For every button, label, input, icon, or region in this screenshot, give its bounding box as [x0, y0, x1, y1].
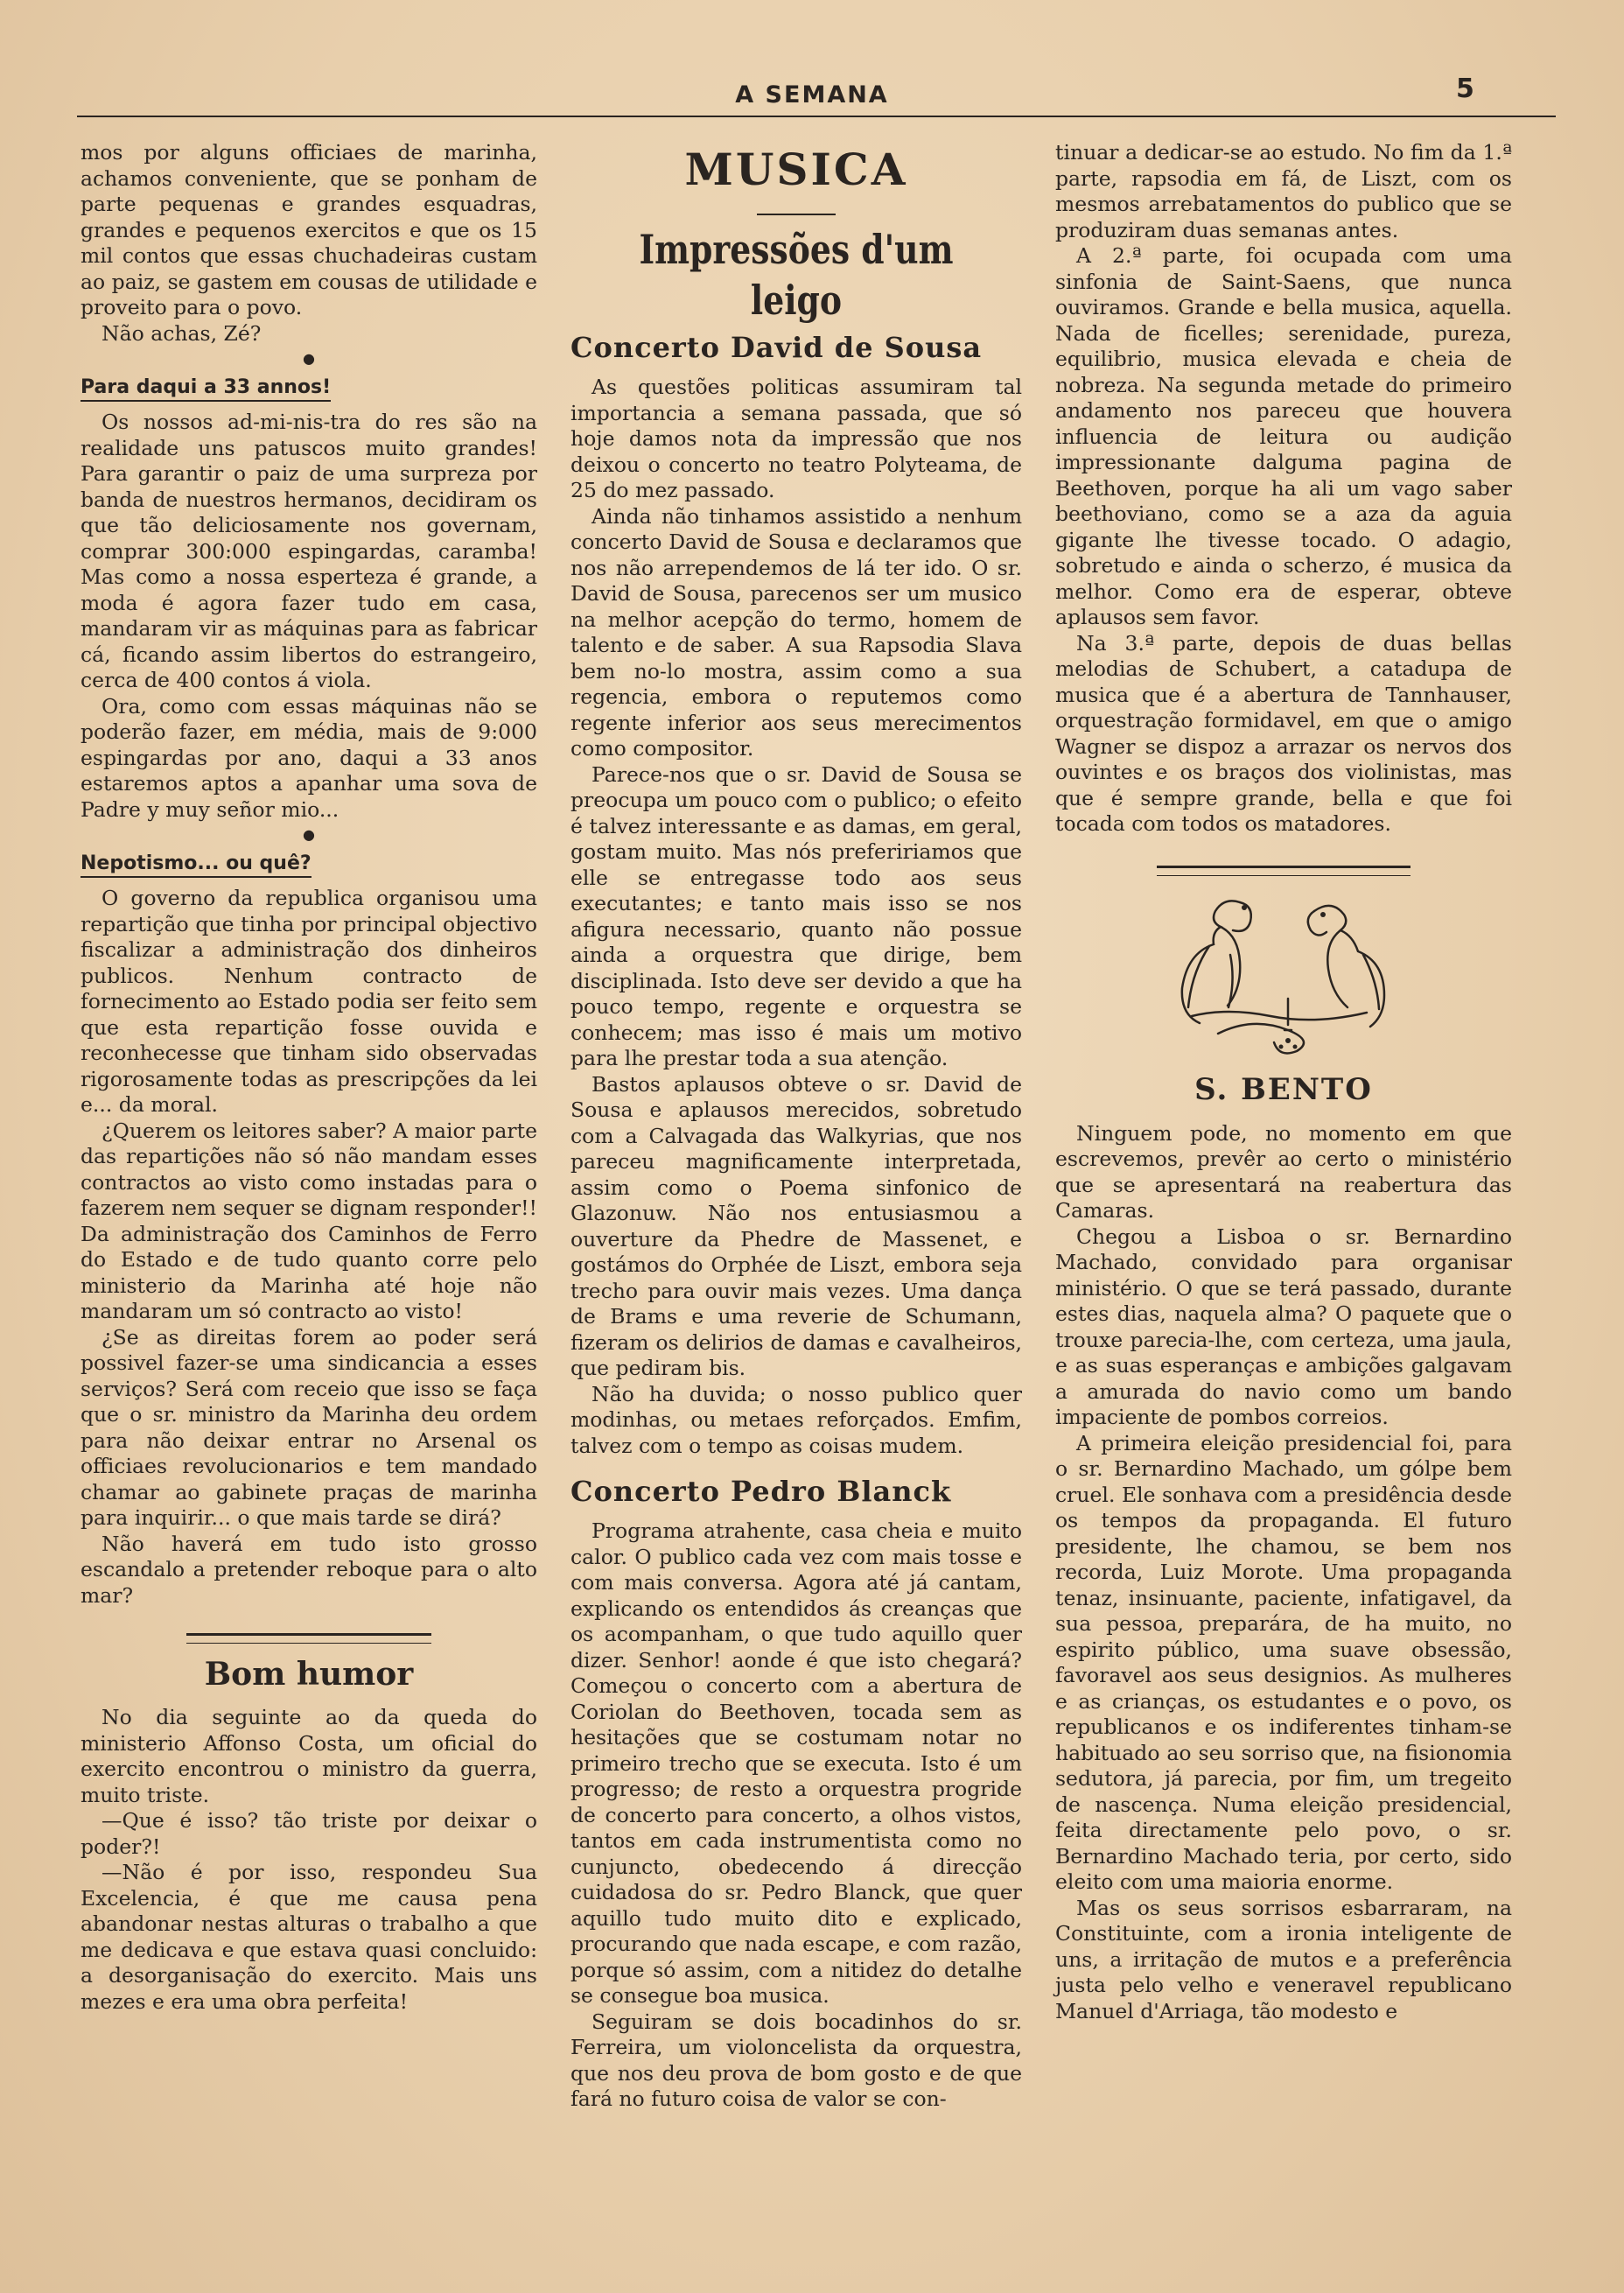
paragraph: Não achas, Zé?	[102, 320, 262, 346]
article-title: Impressões d'um leigo	[639, 226, 954, 324]
paragraph: Bastos aplausos obteve o sr. David de Sousa e aplausos merecidos, sobretudo com a Calvagada das Walkyrias, que nos pareceu magnificamente interpretada, assim como o Poema sinfonico de Glazonuw. Não nos entusiasmou a ouverture da Phedre de Massenet, e gostámos do Orphée de Liszt, embora seja trecho para ouvir mais vezes. Uma dança de Brams e uma reverie de Schumann, fizeram os delirios de damas e cavalheiros, que pediram bis.	[570, 1071, 1022, 1380]
paragraph: Na 3.ª parte, depois de duas bellas melodias de Schubert, a catadupa de musica que é a abertura de Tannhauser, orquestração formidavel, em que o amigo Wagner se dispoz a arrazar os nervos dos ouvintes e os braços dos violinistas, mas que é sempre grande, bella e que foi tocada com todos os matadores.	[1055, 630, 1512, 836]
section-title: MUSICA	[684, 144, 908, 195]
paragraph: Os nossos ad-mi-nis-tra do res são na realidade uns patuscos muito grandes! Para garantir o paiz de uma surpreza por banda de nuestros hermanos, decidiram os que tão deliciosamente nos governam, comprar 300:000 espingardas, caramba! Mas como a nossa esperteza é grande, a moda é agora fazer tudo em casa, mandaram vir as máquinas para as fabricar cá, ficando assim libertos do estrangeiro, cerca de 400 contos á viola.	[80, 410, 537, 692]
paragraph: ¿Se as direitas forem ao poder será possivel fazer-se uma sindicancia a esses serviços? Será com receio que isso se faça que o sr. ministro da Marinha deu ordem para não deixar entrar no Arsenal os officiaes revolucionarios e tem mandado chamar ao gabinete praças de marinha para inquirir... o que mais tarde se dirá?	[80, 1324, 537, 1530]
heading-text: Nepotismo... ou quê?	[80, 852, 312, 878]
paragraph: mos por alguns officiaes de marinha, achamos conveniente, que se ponham de parte pequenas e grandes esquadras, grandes e pequenos exercitos e que os 15 mil contos que essas chuchadeiras custam ao paiz, se gastem em cousas de utilidade e proveito para o povo.	[80, 140, 537, 319]
heading-text: Para daqui a 33 annos!	[80, 376, 331, 402]
short-rule	[757, 214, 836, 215]
paragraph: Programa atrahente, casa cheia e muito calor. O publico cada vez com mais tosse e com mais conversa. Agora até já cantam, explicando os entendidos ás creanças que os acompanham, o que tudo aquillo quer dizer. Senhor! aonde é que isto chegará? Começou o concerto com a abertura de Coriolan do Beethoven, tocada sem as hesitações que se costumam notar no primeiro trecho que se executa. Isto é um progresso; de resto a orquestra progride de concerto para concerto, a olhos vistos, tantos em cada instrumentista como no cunjuncto, obedecendo á direcção cuidadosa do sr. Pedro Blanck, que quer aquillo tudo muito dito e explicado, procurando que nada escape, e com razão, porque só assim, com a nitidez do detalhe se consegue boa musica.	[570, 1518, 1022, 2008]
concert-heading: Concerto Pedro Blanck	[570, 1475, 952, 1508]
paragraph: —Que é isso? tão triste por deixar o poder?!	[80, 1808, 537, 1859]
paragraph: Não haverá em tudo isto grosso escandalo a pretender reboque para o alto mar?	[80, 1531, 537, 1608]
header-rule	[77, 116, 1556, 117]
concert-heading: Concerto David de Sousa	[570, 331, 983, 364]
paragraph: A primeira eleição presidencial foi, para o sr. Bernardino Machado, um gólpe bem cruel. Ele sonhava com a presidência desde os tempos da propaganda. El futuro presidente, lhe chamou, se bem nos recorda, Luiz Morote. Uma propaganda tenaz, insinuante, paciente, infatigavel, da sua pessoa, preparára, de ha muito, no espirito público, uma suave obsessão, favoravel aos seus designios. As mulheres e as crianças, os estudantes e o povo, os republicanos e os indiferentes tinham-se habituado ao seu sorriso que, na fisionomia sedutora, já parecia, por fim, um tregeito de nascença. Numa eleição presidencial, feita directamente pelo povo, o sr. Bernardino Machado teria, por certo, sido eleito com uma maioria enorme.	[1055, 1430, 1512, 1894]
ornamental-rule	[1157, 866, 1410, 876]
section-heading	[80, 849, 537, 879]
column-middle	[570, 140, 1022, 2113]
paragraph: As questões politicas assumiram tal importancia a semana passada, que só hoje damos nota da impressão que nos deixou o concerto no teatro Polyteama, de 25 do mez passado.	[570, 375, 1022, 502]
paragraph: —Não é por isso, respondeu Sua Excelencia, é que me causa pena abandonar nestas alturas o trabalho a que me dedicava e que estava quasi concluido: a desorganisação do exercito. Mais uns mezes e era uma obra perfeita!	[80, 1860, 537, 2014]
section-title: Bom humor	[204, 1656, 414, 1693]
bullet-separator: ●	[303, 826, 315, 843]
paragraph: A 2.ª parte, foi ocupada com uma sinfonia de Saint-Saens, que nunca ouviramos. Grande e bella musica, aquella. Nada de ficelles; serenidade, pureza, equilibrio, musica elevada e cheia de nobreza. Na segunda metade do primeiro andamento nos pareceu que houvera influencia de leitura ou audição impressionante dalguma pagina de Beethoven, porque ha ali um vago saber beethoviano, como se a aza da aguia gigante lhe tivesse tocado. O adagio, sobretudo e ainda o scherzo, é musica da melhor. Como era de esperar, obteve aplausos sem favor.	[1055, 243, 1512, 629]
column-left	[80, 140, 537, 2015]
paragraph: Ninguem pode, no momento em que escrevemos, prevêr ao certo o ministério que se apresentará na reabertura das Camaras.	[1055, 1120, 1512, 1223]
paragraph: Seguiram se dois bocadinhos do sr. Ferreira, um violoncelista da orquestra, que nos deu prova de bom gosto e de que fará no futuro coisa de valor se con-	[570, 2009, 1022, 2111]
vultures-illustration	[1157, 885, 1410, 1060]
paragraph: Mas os seus sorrisos esbarraram, na Constituinte, com a ironia inteligente de uns, a irritação de mutos e a preferência justa pelo velho e veneravel republicano Manuel d'Arriaga, tão modesto e	[1055, 1895, 1512, 2023]
column-right	[1055, 140, 1512, 2024]
paragraph: tinuar a dedicar-se ao estudo. No fim da 1.ª parte, rapsodia em fá, de Liszt, com os mesmos arrebatamentos do publico que se produziram duas semanas antes.	[1055, 140, 1512, 242]
paragraph: O governo da republica organisou uma repartição que tinha por principal objectivo fiscalizar a administração dos dinheiros publicos. Nenhum contracto de fornecimento ao Estado podia ser feito sem que esta repartição fosse ouvida e reconhecesse que tinham sido observadas rigorosamente todas as prescripções da lei e... da moral.	[80, 886, 537, 1117]
paragraph: No dia seguinte ao da queda do ministerio Affonso Costa, um oficial do exercito encontrou o ministro da guerra, muito triste.	[80, 1705, 537, 1807]
paragraph: Ora, como com essas máquinas não se poderão fazer, em média, mais de 9:000 espingardas por ano, daqui a 33 anos estaremos aptos a apanhar uma sova de Padre y muy señor mio...	[80, 693, 537, 822]
page-number: 5	[1456, 74, 1474, 104]
paragraph: ¿Querem os leitores saber? A maior parte das repartições não só não mandam esses contractos ao visto como instadas para o fazerem nem sequer se dignam responder!! Da administração dos Caminhos de Ferro do Estado e de tudo quanto corre pelo ministerio da Marinha até hoje não mandaram um só contracto ao visto!	[80, 1118, 537, 1323]
ornamental-rule	[186, 1633, 431, 1644]
section-title: S. BENTO	[1194, 1071, 1373, 1107]
running-title: A SEMANA	[735, 81, 889, 109]
paragraph: Chegou a Lisboa o sr. Bernardino Machado, convidado para organisar ministério. O que se terá passado, durante estes dias, naquela alma? O paquete que o trouxe parecia-lhe, com certeza, uma jaula, e as suas esperanças e ambições galgavam a amurada do navio como um bando impaciente de pombos correios.	[1055, 1224, 1512, 1429]
section-heading	[80, 373, 537, 403]
bullet-separator: ●	[303, 350, 315, 367]
paragraph: Não ha duvida; o nosso publico quer modinhas, ou metaes reforçados. Emfim, talvez com o tempo as coisas mudem.	[570, 1381, 1022, 1458]
paragraph: Ainda não tinhamos assistido a nenhum concerto David de Sousa e declaramos que nos não arrependemos de lá ter ido. O sr. David de Sousa, parecenos ser um musico na melhor acepção do termo, homem de talento e de saber. A sua Rapsodia Slava bem no-lo mostra, assim como a sua regencia, embora o reputemos como regente inferior aos seus merecimentos como compositor.	[570, 503, 1022, 761]
paragraph: Parece-nos que o sr. David de Sousa se preocupa um pouco com o publico; o efeito é talvez interessante e as damas, em geral, gostam muito. Mas nós prefeririamos que elle se entregasse todo aos seus executantes; e tanto mais isso se nos afigura necessario, quanto não possue ainda a orquestra que dirige, bem disciplinada. Isto deve ser devido a que ha pouco tempo, regente e orquestra se conhecem; mas isso é mais um motivo para lhe prestar toda a sua atenção.	[570, 761, 1022, 1070]
